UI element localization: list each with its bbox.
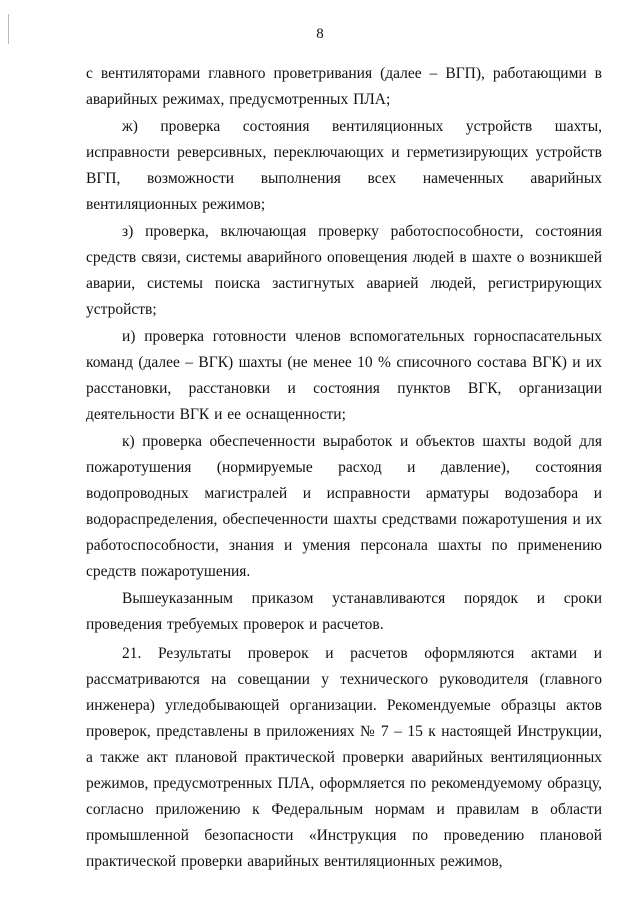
paragraph-continuation: с вентиляторами главного проветривания (далее – ВГП), работающими в аварийных режимах, предусмотренных ПЛА; [86,65,602,108]
paragraph-item-i: и) проверка готовности членов вспомогательных горноспасательных команд (далее – ВГК) шахты (не менее 10 % списочного состава ВГК) и их расстановки, расстановки и состояния пунктов ВГК, организации деятельности ВГК и ее оснащенности; [86,328,602,423]
paragraph-order-note: Вышеуказанным приказом устанавливаются порядок и сроки проведения требуемых проверок и расчетов. [86,590,602,633]
paragraph-item-z: з) проверка, включающая проверку работоспособности, состояния средств связи, системы аварийного оповещения людей в шахте о возникшей аварии, системы поиска застигнутых аварией людей, регистрирующих устройств; [86,223,602,318]
page-number: 8 [316,26,324,42]
paragraph-item-zh: ж) проверка состояния вентиляционных устройств шахты, исправности реверсивных, переключающих и герметизирующих устройств ВГП, возможности выполнения всех намеченных аварийных вентиляционных режимов; [86,118,602,213]
document-body [86,61,602,875]
paragraph-item-k: к) проверка обеспеченности выработок и объектов шахты водой для пожаротушения (нормируемые расход и давление), состояния водопроводных магистралей и исправности арматуры водозабора и водораспределения, обеспеченности шахты средствами пожаротушения и их работоспособности, знания и умения персонала шахты по применению средств пожаротушения. [86,433,602,580]
paragraph-section-21: 21. Результаты проверок и расчетов оформляются актами и рассматриваются на совещании у технического руководителя (главного инженера) угледобывающей организации. Рекомендуемые образцы актов проверок, представлены в приложениях № 7 – 15 к настоящей Инструкции, а также акт плановой практической проверки аварийных вентиляционных режимов, предусмотренных ПЛА, оформляется по рекомендуемому образцу, согласно приложению к Федеральным нормам и правилам в области промышленной безопасности «Инструкция по проведению плановой практической проверки аварийных вентиляционных режимов, [86,645,602,870]
